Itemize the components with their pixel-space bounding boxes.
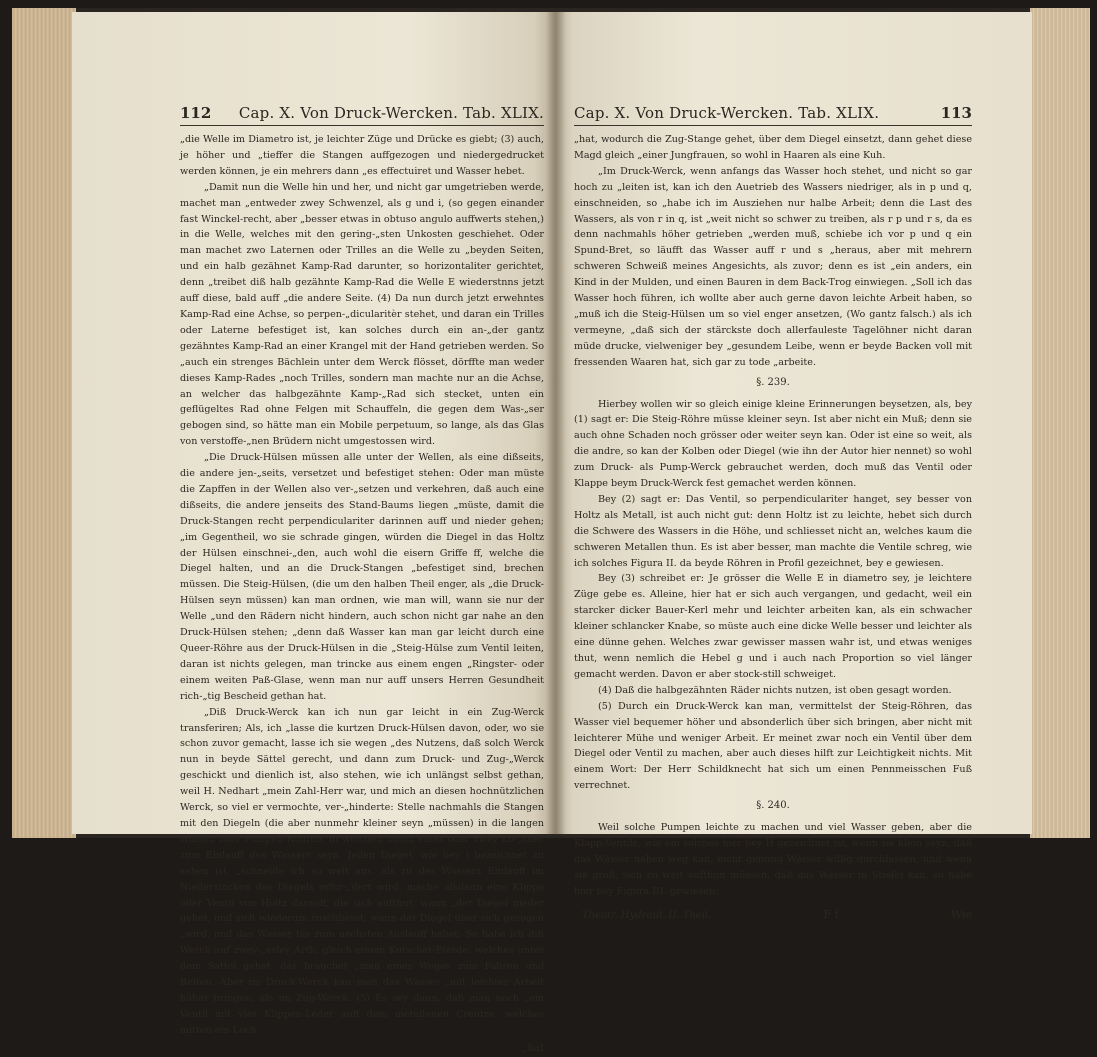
right-page [554,12,1032,921]
left-paragraph: „Damit nun die Welle hin und her, und nicht gar umgetrieben werde, machet man „entweder zwey Schwenzel, als g und i, (so gegen einander fast Winckel-recht, aber „besser etwas in obtuso angulo auffwerts stehen,) in die Welle, welches mit den gering-„sten Unkosten geschiehet. Oder man machet zwo Laternen oder Trilles an die Welle zu „beyden Seiten, und ein halb gezähnet Kamp-Rad darunter, so horizontaliter gerichtet, denn „treibet diß halb gezähnte Kamp-Rad die Welle E wiederstnns jetzt auff diese, bald auff „die andere Seite. (4) Da nun durch jetzt erwehntes Kamp-Rad eine Achse, so perpen-„dicularitèr stehet, und daran ein Trilles oder Laterne befestiget ist, kan solches durch ein an-„der gantz gezähntes Kamp-Rad an einer Krangel mit der Hand getrieben werden. So „auch ein strenges Bächlein unter dem Werck flösset, dörffte man weder dieses Kamp-Rades „noch Trilles, sondern man machte nur an die Achse, an welcher das halbgezähnte Kamp-„Rad sich stecket, unten ein geflügeltes Rad ohne Felgen mit Schauffeln, die gegen dem Was-„ser gebogen sind, so hätte man ein Mobile perpetuum, so lange, als das Glas von verstoffe-„nen Brüdern nicht umgestossen wird. [180,181,544,448]
signature-mark: F f [823,907,839,921]
left-page [72,12,554,1054]
left-paragraph: „die Welle im Diametro ist, je leichter Züge und Drücke es giebt; (3) auch, je höher und „tieffer die Stangen auffgezogen und niedergedrucket werden können, je ein mehrers dann „es effectuiret und Wasser hebet. [180,134,544,177]
right-paragraph: „hat, wodurch die Zug-Stange gehet, über dem Diegel einsetzt, dann gehet diese Magd gleich „einer Jungfrauen, so wohl in Haaren als eine Kuh. [574,134,972,161]
right-catchword: Wie [950,907,972,921]
open-book [12,8,1090,1054]
left-paragraph: „Die Druck-Hülsen müssen alle unter der Wellen, als eine dißseits, die andere jen-„seits, versetzet und befestiget stehen: Oder man müste die Zapffen in der Wellen also ver-„setzen und verkehren, daß auch eine dißseits, die andere jenseits des Stand-Baums liegen „müste, damit die Druck-Stangen recht perpendiculariter darinnen auff und nieder gehen; „im Gegentheil, wo sie schrade gingen, würden die Diegel in das Holtz der Hülsen einschnei-„den, auch wohl die eisern Griffe ff, welche die Diegel halten, und an die Druck-Stangen „befestiget sind, brechen müssen. Die Steig-Hülsen, (die um den halben Theil enger, als „die Druck-Hülsen seyn müssen) kan man ordnen, wie man will, wann sie nur der Welle „und den Rädern nicht hindern, auch schon nicht gar nahe an den Druck-Hülsen stehen; „denn daß Wasser kan man gar leicht durch eine Queer-Röhre aus der Druck-Hülsen in die „Steig-Hülse zum Ventil leiten, daran ist nichts gelegen, man trincke aus einem engen „Ringster- oder einem weiten Paß-Glase, wenn man nur auff unsers Herren Gesundheit rich-„tig Bescheid gethan hat. [180,452,544,702]
left-running-head: Cap. X. Von Druck-Wercken. Tab. XLIX. [238,104,544,122]
right-page-footer [574,908,972,921]
left-paragraph: „Diß Druck-Werck kan ich nun gar leicht in ein Zug-Werck transferiren; Als, ich „lasse die kurtzen Druck-Hülsen davon, oder, wo sie schon zuvor gemacht, lasse ich sie wegen „des Nutzens, daß solch Werck nun in beyde Sättel gerecht, und dann zum Druck- und Zug-„Werck geschickt und dienlich ist, also stehen, wie ich unlängst selbst gethan, weil H. Nedhart „mein Zahl-Herr war, und mich an diesen hochnützlichen Werck, so viel er vermochte, ver-„hinderte: Stelle nachmahls die Stangen mit den Diegeln (die aber nunmehr kleiner seyn „müssen) in die langen Hülsen oder Pompen-Röhren, in welchen unten eines oder zwey Lö-„cher zum Einlauff des Wassers seyn. Jeden Diegel, wie bey l bezeichnet zu sehen ist, „schneide ich so weit aus, als zu des Wassers Einlauff im Niedersincken des Diegels erfor-„dert wird, mache alsdann eine Klippe oder Ventil von Holtz darauff, die sich aufthut, wann „der Diegel nieder gehet, und sich wiederum zuschliesst, wann der Diegel über sich gezogen „wird, und das Wasser bis zum nechsten Auslauff hebet; So habe ich diß Werck auf zwey-„erley Arth, gleich einem Kutscher-Pferde, welches unter dem Sattel gehet, das brauchet „man eines Weges zum Fahren und Reiten. Aber im Druck-Werck kan man das Wasser „mit leichter Arbeit höher bringen, als im Zug-Werck. (5) Es sey dann, daß man noch „ein Ventil mit vier Klippen-Leder auff dem metallenen Creutze, welches mitten ein Loch [180,706,544,1036]
right-page-number: 113 [940,104,972,122]
right-paragraph: Hierbey wollen wir so gleich einige kleine Erinnerungen beysetzen, als, bey (1) sagt er: Die Steig-Röhre müsse kleiner seyn. Ist aber nicht ein Muß; denn sie auch ohne Schaden noch grösser oder weiter seyn kan. Oder ist eine so weit, als die andre, so kan der Kolben oder Diegel (wie ihn der Autor hier nennet) so wohl zum Druck- als Pump-Werck gebrauchet werden, doch muß das Ventil oder Klappe beym Druck-Werck fest gemachet werden können. [574,398,972,490]
right-running-head: Cap. X. Von Druck-Wercken. Tab. XLIX. [574,104,880,122]
right-paragraph: (4) Daß die halbgezähnten Räder nichts nutzen, ist oben gesagt worden. [598,684,952,696]
right-body-text [574,132,972,900]
left-fore-edge [12,8,76,838]
left-page-number: 112 [180,104,212,122]
right-paragraph: Weil solche Pumpen leichte zu machen und viel Wasser geben, aber die Klapp-Ventile, wie ein solches hier bey H gezeichnet ist, wenn sie klein seyn, daß das Wasser neben weg kan, nicht genung Wasser willig durchlassen, und wenn sie groß, sich zu weit aufthun müssen, daß das Wasser in Stiefel kan, so habe hier bey Figura III. gewiesen: [574,822,972,897]
right-paragraph: Bey (3) schreibet er: Je grösser die Welle E in diametro sey, je leichtere Züge gebe es. Alleine, hier hat er sich auch vergangen, und gedacht, weil ein starcker dicker Bauer-Kerl mehr und leichter arbeiten kan, als ein schwacher kleiner schlancker Knabe, so müste auch eine dicke Welle besser und leichter als eine dünne gehen. Welches zwar gewisser massen wahr ist, und etwas weniges thut, wenn nemlich die Hebel g und i auch nach Proportion so viel länger gemacht werden. Davon er aber stock-still schweiget. [574,573,972,680]
left-catchword: „hat [522,1042,544,1054]
left-page-header [180,104,544,126]
right-paragraph: „Im Druck-Werck, wenn anfangs das Wasser hoch stehet, und nicht so gar hoch zu „leiten ist, kan ich den Auetrieb des Wassers niedriger, als in p und q, einschneiden, so „habe ich im Ausziehen nur halbe Arbeit; denn die Last des Wassers, als von r in q, ist „weit nicht so schwer zu treiben, als r p und r s, da es denn nachmahls höher getrieben „werden muß, schiebe ich vor p und q ein Spund-Bret, so läufft das Wasser auff r und s „heraus, aber mit mehrern schweren Schweiß meines Angesichts, als zuvor; denn es ist „ein anders, ein Kind in der Mulden, und einen Bauren in dem Back-Trog einwiegen. „Soll ich das Wasser hoch führen, ich wollte aber auch gerne davon leichte Arbeit haben, so „muß ich die Steig-Hülsen um so viel enger ansetzen, (Wo gantz falsch.) als ich vermeyne, „daß sich der stärckste doch allerfauleste Tagelöhner nicht daran müde drucke, vielweniger bey „gesundem Leibe, wenn er beyde Backen voll mit fressenden Waaren hat, sich gar zu tode „arbeite. [574,165,972,368]
section-heading-240: §. 240. [756,800,790,812]
right-fore-edge [1030,8,1090,838]
left-body-text [180,132,544,1057]
right-paragraph: (5) Durch ein Druck-Werck kan man, vermittelst der Steig-Röhren, das Wasser viel bequemer höher und absonderlich über sich bringen, aber nicht mit leichterer Mühe und weniger Arbeit. Er meinet zwar noch ein Ventil über dem Diegel oder Ventil zu machen, aber auch dieses hilft zur Leichtigkeit nichts. Mit einem Wort: Der Herr Schildknecht hat sich um einen Pennmeisschen Fuß verrechnet. [574,700,972,792]
section-heading-239: §. 239. [756,376,790,388]
right-page-header [574,104,972,126]
right-paragraph: Bey (2) sagt er: Das Ventil, so perpendiculariter hanget, sey besser von Holtz als Metall, ist auch nicht gut: denn Holtz ist zu leichte, hebet sich durch die Schwere des Wassers in die Höhe, und schliesset nicht an, welches kaum die schweren Metallen thun. Es ist aber besser, man machte die Ventile schreg, wie ich solches Figura II. da beyde Röhren in Profil gezeichnet, bey e gewiesen. [574,493,972,569]
footer-book-title: Theatr. Hydraul. II. Theil. [582,909,712,921]
